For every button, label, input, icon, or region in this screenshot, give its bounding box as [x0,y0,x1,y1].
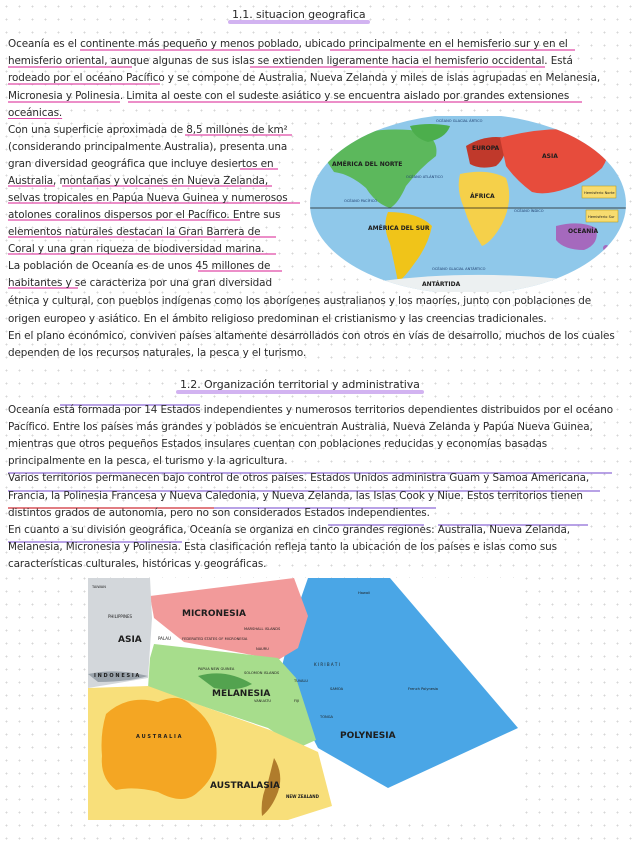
label-hawaii: Hawaii [358,591,371,595]
section2-line: principalmente en la pesca, el turismo y la agricultura. [8,455,288,467]
label-french-polynesia: French Polynesia [408,687,439,691]
side-line: gran diversidad geográfica que incluye desiertos en [8,158,274,170]
label-australasia: AUSTRALASIA [210,781,281,791]
label-north-america: AMÉRICA DEL NORTE [332,161,403,168]
section2-line: distintos grados de autonomía, pero no son considerados Estados independientes. [8,507,430,519]
label-papua-new-guinea: PAPUA NEW GUINEA [198,667,235,671]
section2-line: Melanesia, Micronesia y Polinesia. Esta clasificación refleja tanto la ubicación de los países e islas como sus [8,541,557,553]
section1-title: 1.1. situacion geografica [232,8,366,21]
section2-line: Oceanía está formada por 14 Estados independientes y numerosos territorios dependientes distribuidos por el océano [8,404,613,416]
label-vanuatu: VANUATU [254,699,272,703]
label-arctic-ocean: OCÉANO GLACIAL ÁRTICO [436,119,483,123]
intro-line: Micronesia y Polinesia. Limita al oeste con el sudeste asiático y se encuentra aislado por grandes extensiones [8,90,570,102]
full-line: origen europeo y asiático. En el ámbito religioso predominan el cristianismo y las creencias tradicionales. [8,313,547,325]
section2-line: mientras que otros pequeños Estados insulares cuentan con poblaciones reducidas y economías basadas [8,438,548,450]
side-line: Coral y una gran riqueza de biodiversidad marina. [8,243,265,255]
intro-line: hemisferio oriental, aunque algunas de sus islas se extienden ligeramente hacia el hemisferio occidental. Está [8,55,573,67]
label-philippines: PHILIPPINES [108,614,133,619]
intro-line: Oceanía es el continente más pequeño y menos poblado, ubicado principalmente en el hemisferio sur y en el [8,38,568,50]
oceania-regions-map [88,578,518,824]
label-oceania: OCEANÍA [568,228,599,235]
asia-region [88,578,152,688]
label-hemisphere-south: Hemisferio Sur [588,215,615,219]
label-hemisphere-north: Hemisferio Norte [584,191,615,195]
full-line: En el plano económico, conviven países altamente desarrollados con otros en vías de desarrollo, muchos de los cuales [8,330,615,342]
side-line: atolones coralinos dispersos por el Pacífico. Entre sus [8,209,281,221]
label-tuvalu: TUVALU [294,679,308,683]
label-taiwan: TAIWAN [92,585,106,589]
full-line: dependen de los recursos naturales, la pesca y el turismo. [8,347,307,359]
side-line: habitantes y se caracteriza por una gran diversidad [8,277,272,289]
label-pacific-ocean: OCÉANO PACÍFICO [344,199,378,203]
side-line: Australia, montañas y volcanes en Nueva Zelanda, [8,175,269,187]
label-europe: EUROPA [472,145,500,152]
label-south-america: AMÉRICA DEL SUR [368,225,430,232]
australia-landmass [102,698,217,799]
side-line: La población de Oceanía es de unos 45 millones de [8,260,271,272]
label-nauru: NAURU [256,647,269,651]
section2-line: Francia, la Polinesia Francesa y Nueva Caledonia, y Nueva Zelanda, las Islas Cook y Niue. Estos territorios tienen [8,490,583,502]
side-line: (considerando principalmente Australia), presenta una [8,141,288,153]
label-kiribati: K I R I B A T I [314,662,340,667]
section2-title: 1.2. Organización territorial y administrativa [180,378,420,391]
section2-line: Pacífico. Entre los países más grandes y poblados se encuentran Australia, Nueva Zelanda y Papúa Nueva Guinea, [8,421,593,433]
label-federated-states: FEDERATED STATES OF MICRONESIA [182,637,248,641]
label-new-zealand: NEW ZEALAND [286,794,319,799]
section2-line: Varios territorios permanecen bajo control de otros países. Estados Unidos administra Guam y Samoa Americana, [8,472,590,484]
label-polynesia: POLYNESIA [340,731,396,741]
side-line: Con una superficie aproximada de 8,5 millones de km² [8,124,288,136]
label-palau: PALAU [158,636,171,641]
section2-line: características culturales, históricas y geográficas. [8,558,267,570]
side-line: selvas tropicales en Papúa Nueva Guinea y numerosos [8,192,288,204]
label-fiji: FIJI [294,699,300,703]
label-africa: ÁFRICA [470,193,495,200]
label-micronesia: MICRONESIA [182,609,246,619]
label-asia: ASIA [118,635,142,645]
label-indian-ocean: OCÉANO ÍNDICO [514,209,544,213]
label-asia: ASIA [542,153,558,160]
label-antarctica: ANTÁRTIDA [422,281,461,288]
label-tonga: TONGA [320,715,333,719]
intro-line: rodeado por el océano Pacífico y se compone de Australia, Nueva Zelanda y miles de islas agrupadas en Melanesia, [8,72,601,84]
label-solomon-islands: SOLOMON ISLANDS [244,671,280,675]
label-marshall-islands: MARSHALL ISLANDS [244,627,281,631]
label-atlantic-ocean: OCÉANO ATLÁNTICO [406,175,443,179]
world-map [310,116,626,292]
intro-line: oceánicas. [8,107,63,119]
section2-line: En cuanto a su división geográfica, Oceanía se organiza en cinco grandes regiones: Australia, Nueva Zelanda, [8,524,570,536]
label-melanesia: MELANESIA [212,689,271,699]
label-australia: A U S T R A L I A [136,734,182,740]
label-antarctic-ocean: OCÉANO GLACIAL ANTÁRTICO [432,267,486,271]
full-line: étnica y cultural, con pueblos indígenas como los aborígenes australianos y los maoríes, junto con poblaciones de [8,295,592,307]
label-samoa: SAMOA [330,687,344,691]
label-indonesia: I N D O N E S I A [94,673,140,679]
side-line: elementos naturales destacan la Gran Barrera de [8,226,261,238]
